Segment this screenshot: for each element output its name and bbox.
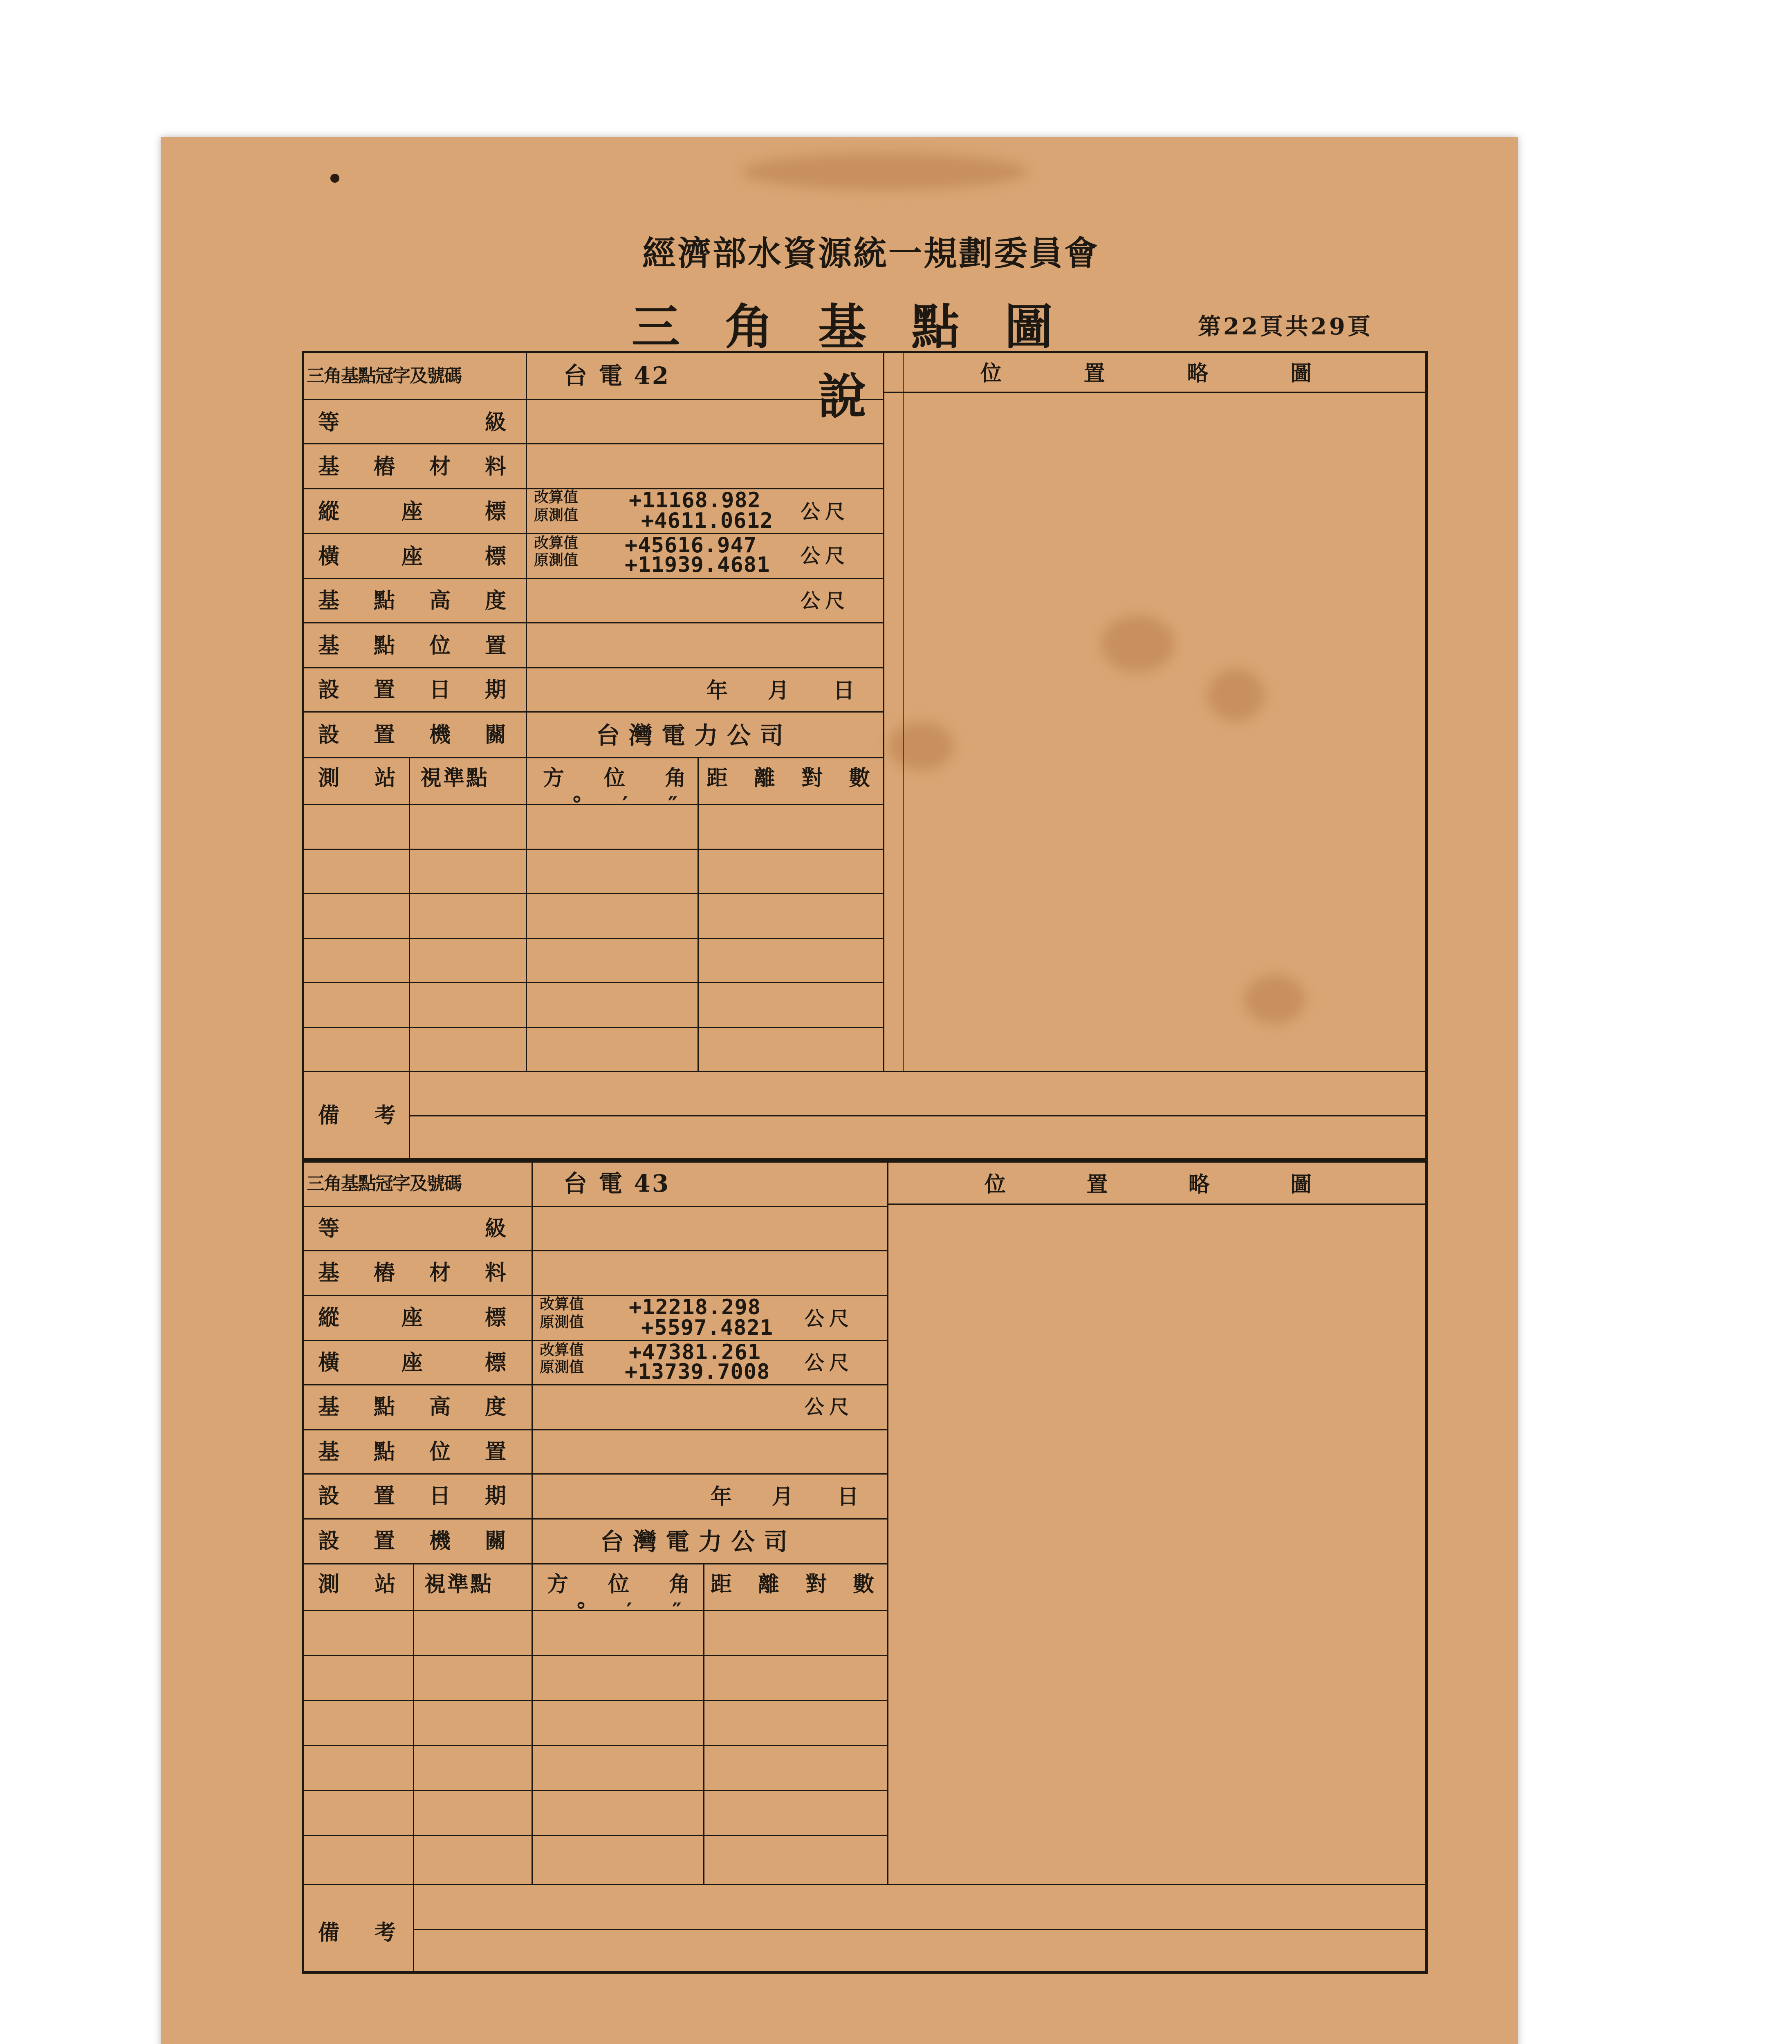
east-original: +11939.4681 xyxy=(625,553,770,577)
record-block-2 xyxy=(302,1160,1428,1974)
east-computed: +47381.261 xyxy=(629,1340,761,1365)
label-azimuth: 方 位 角 xyxy=(547,1572,690,1597)
label-distance: 距 離 對 數 xyxy=(711,1572,874,1597)
label-north-coord: 縱 座 標 xyxy=(318,499,506,524)
original-tag: 原測值 xyxy=(534,551,579,569)
label-north-coord: 縱 座 標 xyxy=(318,1305,506,1330)
computed-tag: 改算值 xyxy=(540,1295,584,1313)
document-title: 三角基點圖說 xyxy=(631,298,1098,425)
label-location: 基 點 位 置 xyxy=(318,1439,506,1464)
label-remarks: 備 考 xyxy=(318,1103,396,1128)
point-id: 台 電 42 xyxy=(563,362,671,390)
label-sketch: 位 置 略 圖 xyxy=(985,1172,1312,1197)
label-sketch: 位 置 略 圖 xyxy=(980,361,1312,386)
unit-east: 公尺 xyxy=(805,1351,854,1374)
north-original: +5597.4821 xyxy=(641,1316,774,1340)
point-id: 台 電 43 xyxy=(563,1170,671,1197)
label-east-coord: 橫 座 標 xyxy=(318,544,506,569)
record-block-1 xyxy=(302,351,1428,1160)
label-date: 設 置 日 期 xyxy=(318,1484,506,1508)
original-tag: 原測值 xyxy=(534,507,579,524)
unit-east: 公尺 xyxy=(801,545,850,567)
unit-elevation: 公尺 xyxy=(801,589,850,612)
computed-tag: 改算值 xyxy=(534,534,579,551)
label-target: 視準點 xyxy=(424,1572,493,1597)
label-location: 基 點 位 置 xyxy=(318,633,506,658)
punch-hole xyxy=(330,174,339,183)
label-material: 基 樁 材 料 xyxy=(318,1260,506,1285)
unit-north: 公尺 xyxy=(801,500,850,523)
date-day: 日 xyxy=(833,678,855,703)
label-azimuth: 方 位 角 xyxy=(543,766,686,791)
north-computed: +11168.982 xyxy=(629,488,761,513)
label-east-coord: 橫 座 標 xyxy=(318,1350,506,1375)
label-distance: 距 離 對 數 xyxy=(706,766,870,791)
east-original: +13739.7008 xyxy=(625,1360,770,1384)
label-elevation: 基 點 高 度 xyxy=(318,1394,506,1419)
date-month: 月 xyxy=(768,678,789,703)
agency-name: 台灣電力公司 xyxy=(596,722,793,749)
label-elevation: 基 點 高 度 xyxy=(318,588,506,613)
original-tag: 原測值 xyxy=(540,1358,584,1376)
label-point-code: 三角基點冠字及號碼 xyxy=(307,365,461,386)
label-station: 測 站 xyxy=(318,1572,396,1597)
label-grade: 等 級 xyxy=(318,410,506,435)
sketch-area xyxy=(888,1205,1424,1883)
date-day: 日 xyxy=(837,1484,859,1509)
computed-tag: 改算值 xyxy=(534,489,579,506)
north-original: +4611.0612 xyxy=(641,509,774,533)
label-remarks: 備 考 xyxy=(318,1920,396,1945)
label-material: 基 樁 材 料 xyxy=(318,454,506,479)
label-date: 設 置 日 期 xyxy=(318,677,506,702)
label-point-code: 三角基點冠字及號碼 xyxy=(307,1173,461,1194)
page-number: 第22頁共29頁 xyxy=(1198,313,1373,340)
north-computed: +12218.298 xyxy=(629,1295,761,1320)
unit-north: 公尺 xyxy=(805,1307,854,1330)
sketch-area xyxy=(884,393,1424,1070)
label-station: 測 站 xyxy=(318,766,396,791)
east-computed: +45616.947 xyxy=(625,533,757,558)
date-month: 月 xyxy=(772,1484,794,1509)
label-target: 視準點 xyxy=(420,766,489,791)
date-year: 年 xyxy=(711,1484,732,1509)
date-year: 年 xyxy=(706,678,728,703)
unit-elevation: 公尺 xyxy=(805,1396,854,1419)
degree-marks: ° ′ ″ xyxy=(572,792,694,817)
original-tag: 原測值 xyxy=(540,1313,584,1331)
label-agency: 設 置 機 關 xyxy=(318,722,506,747)
label-agency: 設 置 機 關 xyxy=(318,1529,506,1553)
department-title: 經濟部水資源統一規劃委員會 xyxy=(642,234,1099,273)
agency-name: 台灣電力公司 xyxy=(600,1528,797,1555)
degree-marks: ° ′ ″ xyxy=(576,1598,698,1623)
computed-tag: 改算值 xyxy=(540,1341,584,1358)
label-grade: 等 級 xyxy=(318,1216,506,1241)
